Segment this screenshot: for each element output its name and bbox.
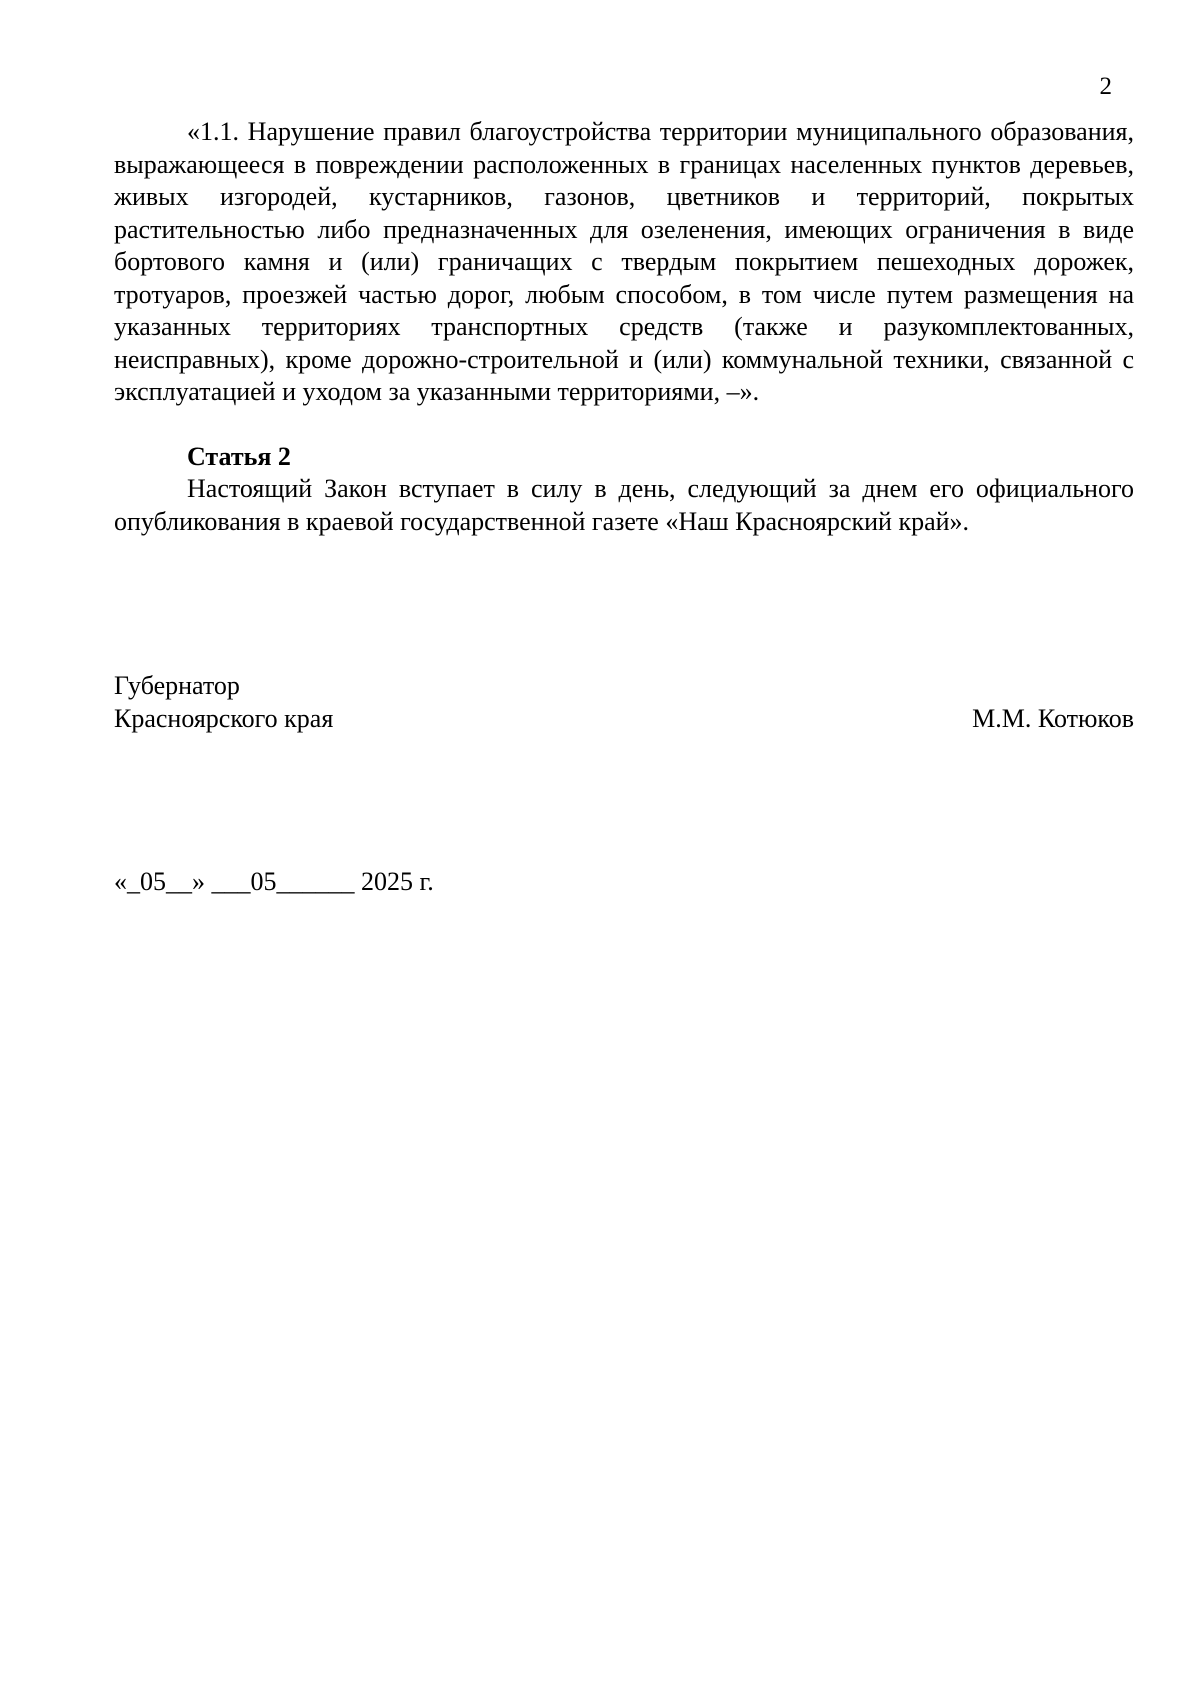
document-body [114,116,1134,538]
signatory-position-line-1: Губернатор [114,671,240,700]
page-number: 2 [1099,73,1112,100]
signing-date: «_05__» ___05______ 2025 г. [114,867,434,896]
signature-line [114,703,1134,736]
signatory-position-line-2: Красноярского края [114,703,334,733]
signature-block [114,670,1134,735]
amendment-paragraph: «1.1. Нарушение правил благоустройства территории муниципального образования, выражающееся в повреждении расположенных в границах населенных пунктов деревьев, живых изгородей, кустарников, газонов, цветников и территорий, покрытых растительностью либо предназначенных для озеленения, имеющих ограничения в виде бортового камня и (или) граничащих с твердым покрытием пешеходных дорожек, тротуаров, проезжей частью дорог, любым способом, в том числе путем размещения на указанных территориях транспортных средств (также и разукомплектованных, неисправных), кроме дорожно-строительной и (или) коммунальной техники, связанной с эксплуатацией и уходом за указанными территориями, –». [114,117,1134,406]
article-2-title: Статья 2 [187,441,291,471]
signatory-name: М.М. Котюков [972,703,1134,733]
article-2-text: Настоящий Закон вступает в силу в день, следующий за днем его официального опубликования в краевой государственной газете «Наш Красноярский край». [114,474,1134,536]
